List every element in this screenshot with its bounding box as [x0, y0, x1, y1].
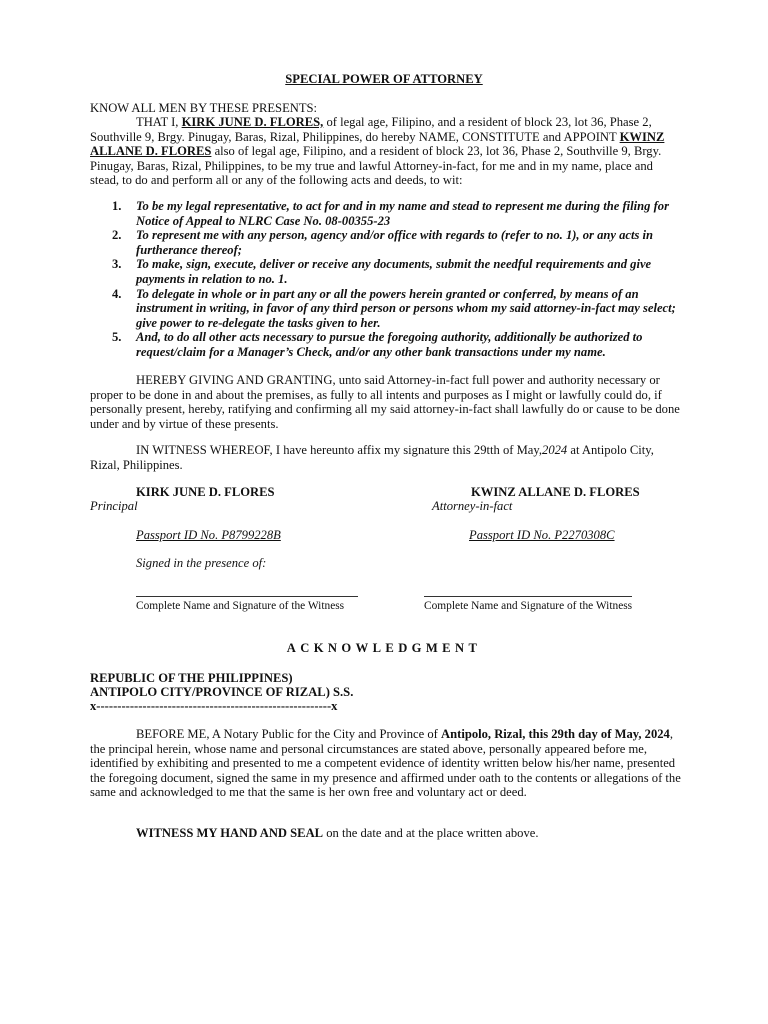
item-text: To be my legal representative, to act for and in my name and stead to represent me during the filing for Notice of Appeal to NLRC Case No. 08-00355-23 — [136, 199, 670, 228]
acknowledgment-heading: ACKNOWLEDGMENT — [286, 641, 482, 655]
document-title: SPECIAL POWER OF ATTORNEY — [285, 72, 483, 86]
item-number: 5. — [112, 330, 122, 345]
list-item — [90, 228, 682, 257]
know-all-line: KNOW ALL MEN BY THESE PRESENTS: — [90, 101, 318, 115]
item-text: To represent me with any person, agency and/or office with regards to (refer to no. 1), or any acts in furtherance thereof; — [136, 228, 654, 257]
item-text: To delegate in whole or in part any or all the powers herein granted or conferred, by means of an instrument in writing, in favor of any third person or persons whom my said attorney-in-fact may select; give power to re-delegate the tasks given to her. — [136, 286, 676, 330]
witness-label-2: Complete Name and Signature of the Witness — [424, 600, 633, 612]
attorney-name: KWINZ ALLANE D. FLORES — [90, 129, 665, 159]
witness-signature-line-1 — [136, 595, 358, 597]
that-i-text: THAT I, — [136, 115, 182, 129]
powers-list — [90, 199, 682, 360]
intro-text-2: also of legal age, Filipino, and a resident of block 23, lot 36, Phase 2, Southville 9, Brgy. Pinugay, Baras, Rizal, Philippines, to be my true and lawful Attorney-in-fact, for me and in my name, place and stead, to do and perform all or any of the following acts and deeds, to wit: — [90, 144, 662, 188]
attorney-signatory-name: KWINZ ALLANE D. FLORES — [471, 485, 640, 499]
principal-signatory-name: KIRK JUNE D. FLORES — [136, 485, 275, 499]
place-date: Antipolo, Rizal, this 29th day of May, 2024 — [441, 727, 670, 741]
city-line: ANTIPOLO CITY/PROVINCE OF RIZAL) S.S. — [90, 685, 354, 699]
before-me-paragraph — [90, 727, 682, 800]
republic-line: REPUBLIC OF THE PHILIPPINES) — [90, 671, 293, 685]
attorney-role: Attorney-in-fact — [432, 499, 513, 513]
item-number: 3. — [112, 257, 122, 272]
before-me-text-1: BEFORE ME, A Notary Public for the City and Province of — [136, 727, 442, 741]
principal-name: KIRK JUNE D. FLORES, — [181, 115, 324, 129]
attorney-passport-id: Passport ID No. P2270308C — [469, 528, 615, 542]
witness-hand-text: on the date and at the place written above. — [323, 826, 539, 840]
witness-paragraph — [90, 443, 682, 472]
principal-role: Principal — [90, 499, 138, 513]
hereby-paragraph: HEREBY GIVING AND GRANTING, unto said Attorney-in-fact full power and authority necessary or proper to be done in and about the premises, as fully to all intents and purposes as I might or lawfully could do, if personally present, hereby, ratifying and confirming all my said attorney-in-fact shall lawfully do or cause to be done under and by virtue of these presents. — [90, 373, 680, 431]
list-item — [90, 287, 682, 331]
witness-text-2: at Antipolo City, Rizal, Philippines. — [90, 443, 654, 472]
list-item — [90, 257, 682, 286]
item-number: 1. — [112, 199, 122, 213]
witness-label-1: Complete Name and Signature of the Witness — [136, 600, 345, 612]
list-item — [90, 330, 682, 359]
acknowledgment-divider: x--------------------------------------------------------x — [90, 699, 338, 713]
item-text: To make, sign, execute, deliver or receive any documents, submit the needful requirements and give payments in relation to no. 1. — [136, 257, 652, 286]
signed-presence-label: Signed in the presence of: — [136, 556, 267, 570]
witness-year: 2024 — [542, 443, 568, 457]
item-number: 2. — [112, 228, 122, 243]
principal-passport-id: Passport ID No. P8799228B — [136, 528, 281, 542]
witness-hand-label: WITNESS MY HAND AND SEAL — [136, 826, 324, 840]
witness-hand-paragraph — [90, 826, 682, 841]
witness-signature-line-2 — [424, 595, 632, 597]
intro-text-1: of legal age, Filipino, and a resident of block 23, lot 36, Phase 2, Southville 9, Brgy. Pinugay, Baras, Rizal, Philippines, do hereby NAME, CONSTITUTE and APPOINT — [90, 115, 652, 144]
before-me-text-2: , the principal herein, whose name and personal circumstances are stated above, personally appeared before me, identified by exhibiting and presented to me a competent evidence of identity written below his/her name, presented the foregoing document, signed the same in my presence and affirmed under oath to the contents or allegations of the same and acknowledged to me that the same is her own free and voluntary act or deed. — [90, 727, 681, 800]
item-number: 4. — [112, 286, 122, 301]
intro-paragraph — [90, 115, 682, 188]
witness-text-1: IN WITNESS WHEREOF, I have hereunto affix my signature this 29tth of May, — [136, 443, 543, 457]
list-item — [90, 199, 682, 228]
item-text: And, to do all other acts necessary to pursue the foregoing authority, additionally be authorized to request/claim for a Manager’s Check, and/or any other bank transactions under my name. — [136, 330, 643, 359]
